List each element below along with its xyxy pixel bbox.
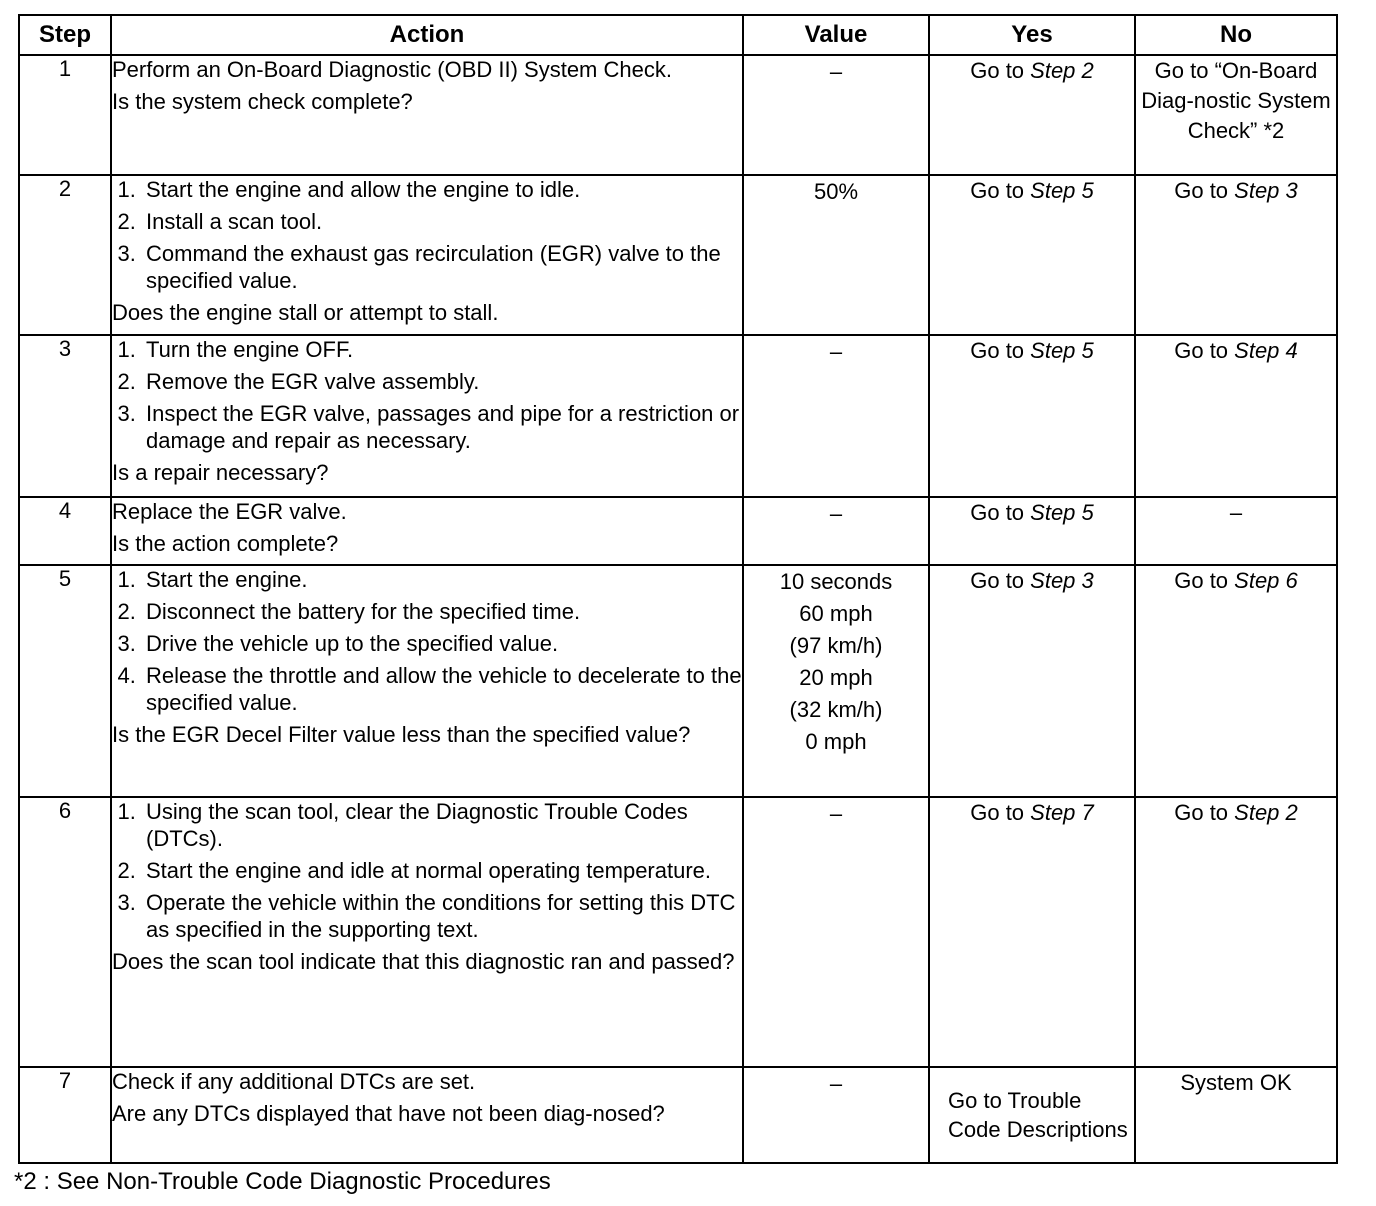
no-prefix: Go to [1174,800,1235,825]
step-number: 1 [19,55,111,175]
yes-cell [929,1067,1135,1163]
yes-step-link[interactable]: Step 7 [1030,800,1094,825]
yes-cell [929,175,1135,335]
no-prefix: Go to [1174,178,1235,203]
header-yes: Yes [929,15,1135,55]
yes-cell [929,565,1135,797]
yes-step-link[interactable]: Step 5 [1030,338,1094,363]
action-cell [111,565,743,797]
value-cell [743,1067,929,1163]
yes-step-link[interactable]: Step 3 [1030,568,1094,593]
no-cell [1135,175,1337,335]
action-cell [111,797,743,1067]
no-cell [1135,55,1337,175]
yes-prefix: Go to [970,500,1031,525]
action-list-item: 1. Start the engine and allow the engine to idle. [142,176,742,203]
action-question: Is the system check complete? [112,89,413,114]
no-cell [1135,335,1337,497]
action-list-item: 1. Turn the engine OFF. [142,336,742,363]
action-cell [111,497,743,565]
no-step-link[interactable]: Step 3 [1234,178,1298,203]
action-question: Is the EGR Decel Filter value less than the specified value? [112,722,691,747]
step-number: 7 [19,1067,111,1163]
yes-prefix: Go to [970,178,1031,203]
footnote: *2 : See Non-Trouble Code Diagnostic Procedures [14,1168,551,1195]
table-row [19,55,1337,175]
no-cell [1135,497,1337,565]
step-number: 2 [19,175,111,335]
no-text: Go to “On-Board Diag-nostic System Check” *2 [1141,58,1331,143]
value-line: 10 seconds [779,569,893,594]
value-line: 50% [813,179,859,204]
value-line: 0 mph [805,729,867,754]
value-line: (32 km/h) [789,697,883,722]
action-list-item: 2. Remove the EGR valve assembly. [142,368,742,395]
action-list-item: 3. Drive the vehicle up to the specified value. [142,630,742,657]
step-number: 5 [19,565,111,797]
action-cell [111,335,743,497]
table-row [19,797,1337,1067]
yes-text: Go to Trouble Code Descriptions [948,1088,1128,1142]
no-cell [1135,797,1337,1067]
action-question: Is a repair necessary? [112,460,329,485]
table-row [19,497,1337,565]
header-row [19,15,1337,55]
yes-prefix: Go to [970,568,1031,593]
value-cell [743,565,929,797]
yes-step-link[interactable]: Step 2 [1030,58,1094,83]
header-no: No [1135,15,1337,55]
diagnostic-table [18,14,1338,1164]
action-list-item: 1. Using the scan tool, clear the Diagnostic Trouble Codes (DTCs). [142,798,742,852]
action-list [112,336,742,454]
table-row [19,335,1337,497]
header-action: Action [111,15,743,55]
value-line: 60 mph [799,601,873,626]
step-number: 6 [19,797,111,1067]
yes-prefix: Go to [970,58,1031,83]
yes-prefix: Go to [970,338,1031,363]
action-list [112,798,742,943]
value-line: – [829,801,843,826]
step-number: 4 [19,497,111,565]
value-line: 20 mph [799,665,873,690]
value-cell [743,497,929,565]
value-cell [743,335,929,497]
table-row [19,175,1337,335]
action-list-item: 3. Command the exhaust gas recirculation (EGR) valve to the specified value. [142,240,742,294]
action-list-item: 1. Start the engine. [142,566,742,593]
value-cell [743,55,929,175]
no-prefix: Go to [1174,568,1235,593]
yes-prefix: Go to [970,800,1031,825]
no-text: System OK [1180,1070,1292,1095]
action-question: Does the scan tool indicate that this diagnostic ran and passed? [112,949,735,974]
value-line: – [829,339,843,364]
action-list-item: 2. Install a scan tool. [142,208,742,235]
header-value: Value [743,15,929,55]
value-line: – [829,1071,843,1096]
yes-cell [929,797,1135,1067]
action-question: Does the engine stall or attempt to stall. [112,300,499,325]
yes-cell [929,335,1135,497]
table-row [19,565,1337,797]
value-cell [743,175,929,335]
action-question: Is the action complete? [112,531,339,556]
no-step-link[interactable]: Step 4 [1234,338,1298,363]
value-line: – [829,59,843,84]
header-step: Step [19,15,111,55]
no-step-link[interactable]: Step 6 [1234,568,1298,593]
value-line: (97 km/h) [789,633,883,658]
action-list-item: 2. Start the engine and idle at normal operating temperature. [142,857,742,884]
no-step-link[interactable]: Step 2 [1234,800,1298,825]
action-list [112,566,742,716]
action-cell [111,1067,743,1163]
action-cell [111,55,743,175]
action-intro: Perform an On-Board Diagnostic (OBD II) System Check. [112,57,672,82]
value-line: – [829,501,843,526]
yes-cell [929,497,1135,565]
action-cell [111,175,743,335]
table-row [19,1067,1337,1163]
yes-step-link[interactable]: Step 5 [1030,178,1094,203]
action-list-item: 3. Operate the vehicle within the conditions for setting this DTC as specified in the supporting text. [142,889,742,943]
no-cell [1135,1067,1337,1163]
action-list-item: 4. Release the throttle and allow the vehicle to decelerate to the specified value. [142,662,742,716]
no-text: – [1229,500,1243,525]
yes-cell [929,55,1135,175]
action-intro: Replace the EGR valve. [112,499,347,524]
action-list-item: 2. Disconnect the battery for the specified time. [142,598,742,625]
step-number: 3 [19,335,111,497]
value-cell [743,797,929,1067]
yes-step-link[interactable]: Step 5 [1030,500,1094,525]
action-list [112,176,742,294]
no-cell [1135,565,1337,797]
action-question: Are any DTCs displayed that have not been diag-nosed? [112,1101,665,1126]
action-list-item: 3. Inspect the EGR valve, passages and pipe for a restriction or damage and repair as necessary. [142,400,742,454]
action-intro: Check if any additional DTCs are set. [112,1069,476,1094]
no-prefix: Go to [1174,338,1235,363]
